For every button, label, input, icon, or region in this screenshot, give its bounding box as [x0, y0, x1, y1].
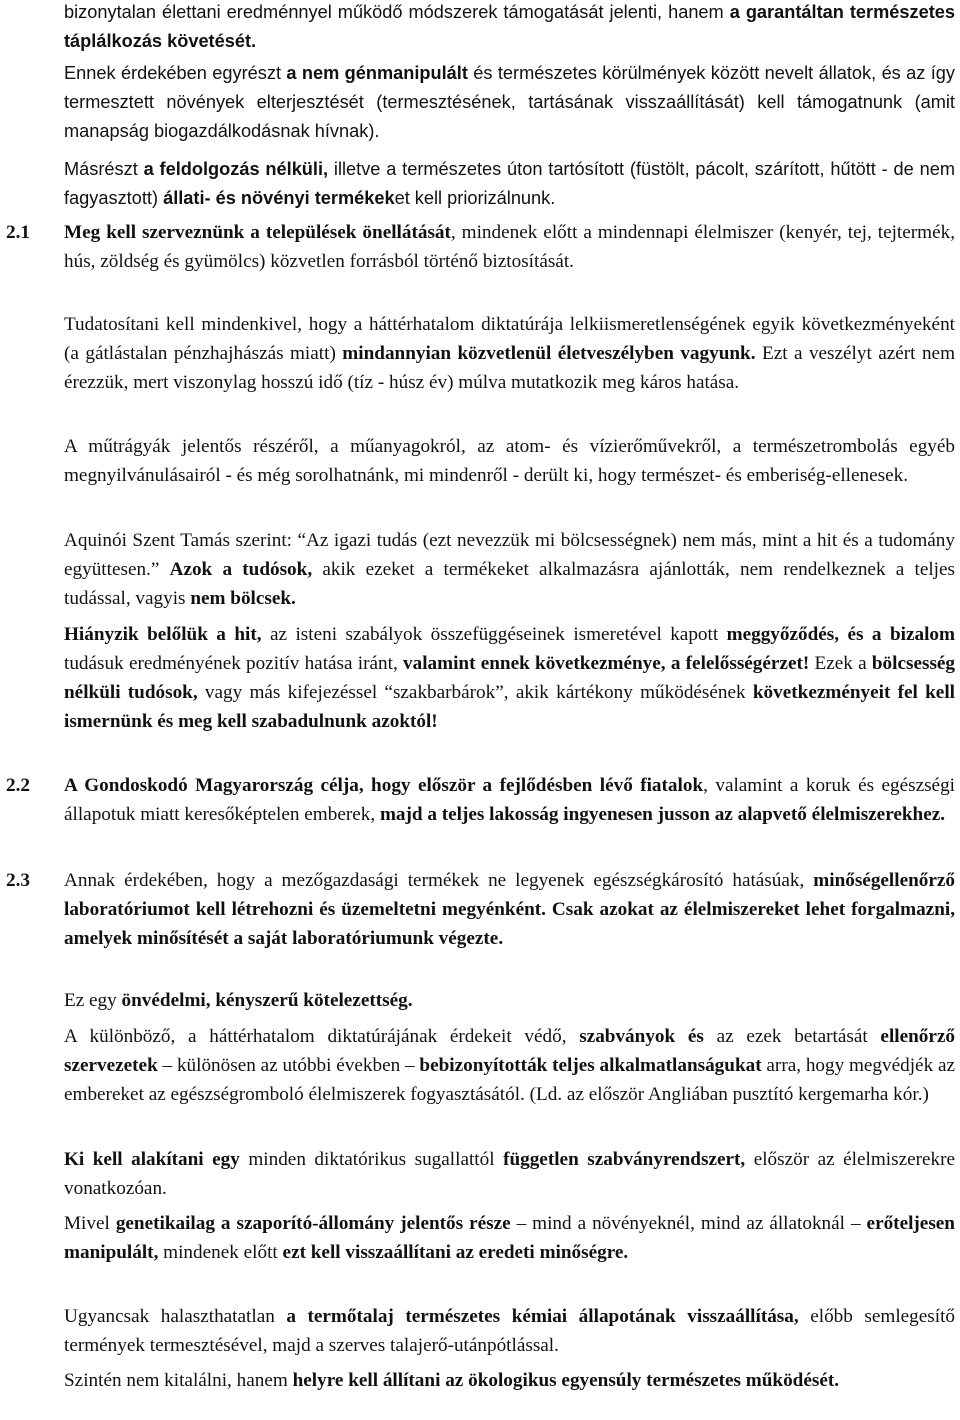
- paragraph: [64, 59, 955, 146]
- text-run: előbb semlegesítő termények termesztésével, majd a szerves talajerő-utánpótlással.: [64, 1306, 955, 1356]
- text-run: bizonytalan élettani eredménnyel működő módszerek támogatását jelenti, hanem: [64, 2, 730, 22]
- bold-text-run: a garantáltan természetes táplálkozás követését.: [64, 2, 955, 51]
- bold-text-run: független szabványrendszert,: [503, 1149, 746, 1170]
- bold-text-run: minőségellenőrző laboratóriumot kell létrehozni és üzemeltetni megyénként. Csak azokat az élelmiszereket lehet forgalmazni, amelyek minősítését a saját laboratóriumunk végezte.: [64, 870, 955, 949]
- text-run: Ez egy: [64, 990, 122, 1011]
- text-run: – mind a növényeknél, mind az állatoknál –: [510, 1213, 867, 1234]
- paragraph: [64, 310, 955, 397]
- paragraph: [64, 1209, 955, 1267]
- paragraph: [64, 1302, 955, 1360]
- paragraph: [64, 986, 955, 1015]
- text-run: Mivel: [64, 1213, 116, 1234]
- bold-text-run: következményeit fel kell ismernünk és meg kell szabadulnunk azoktól!: [64, 682, 955, 732]
- paragraph: [64, 218, 955, 276]
- paragraph: [64, 1145, 955, 1203]
- section-number: 2.2: [6, 775, 30, 796]
- text-run: Ennek érdekében egyrészt: [64, 63, 287, 83]
- bold-text-run: bebizonyították teljes alkalmatlanságukat: [419, 1055, 762, 1076]
- text-run: arra, hogy megvédjék az embereket az egészségromboló élelmiszerek fogyasztásától. (Ld. az először Angliában pusztító kergemarha kór.): [64, 1055, 955, 1105]
- text-run: akik ezeket a termékeket alkalmazásra ajánlották, nem rendelkeznek a teljes tudással, vagyis: [64, 559, 955, 609]
- bold-text-run: Hiányzik belőlük a hit,: [64, 624, 262, 645]
- text-run: A műtrágyák jelentős részéről, a műanyagokról, az atom- és vízierőművekről, a természetrombolás egyéb megnyilvánulásairól - és még sorolhatnánk, mi mindenről - derült ki, hogy természet- és emberiség-ellenesek.: [64, 436, 955, 486]
- section-number: 2.1: [6, 222, 30, 243]
- text-run: , valamint a koruk és egészségi állapotuk miatt keresőképtelen emberek,: [64, 775, 956, 825]
- bold-text-run: A Gondoskodó Magyarország célja, hogy először a fejlődésben lévő fiatalok: [64, 775, 704, 796]
- text-run: Ezek a: [809, 653, 872, 674]
- bold-text-run: ezt kell visszaállítani az eredeti minőségre.: [282, 1242, 629, 1263]
- bold-text-run: a nem génmanipulált: [286, 63, 468, 83]
- bold-text-run: genetikailag a szaporító-állomány jelentős része: [115, 1213, 511, 1234]
- text-run: illetve a természetes úton tartósított (füstölt, pácolt, szárított, hűtött - de nem fagyasztott): [64, 159, 955, 208]
- text-run: Szintén nem kitalálni, hanem: [64, 1370, 293, 1391]
- text-run: Ugyancsak halaszthatatlan: [64, 1306, 287, 1327]
- bold-text-run: Meg kell szerveznünk a települések önellátását: [64, 222, 451, 243]
- text-run: és természetes körülmények között nevelt állatok, és az így termesztett növények elterjesztését (termesztésének, tartásának visszaállítását) kell támogatnunk (amit manapság biogazdálkodásnak hívnak).: [64, 63, 955, 141]
- text-run: et kell priorizálnunk.: [394, 188, 556, 208]
- paragraph: [64, 526, 955, 613]
- text-run: – különösen az utóbbi években –: [157, 1055, 420, 1076]
- paragraph: [64, 771, 955, 829]
- bold-text-run: önvédelmi, kényszerű kötelezettség.: [121, 990, 413, 1011]
- paragraph: [64, 1022, 955, 1109]
- bold-text-run: ellenőrző szervezetek: [64, 1026, 956, 1076]
- text-run: , mindenek előtt a mindennapi élelmiszer (kenyér, tej, tejtermék, hús, zöldség és gyümölcs) közvetlen forrásból történő biztosítását.: [64, 222, 955, 272]
- section-number: 2.3: [6, 870, 30, 891]
- bold-text-run: nem bölcsek.: [190, 588, 296, 609]
- bold-text-run: szabványok és: [579, 1026, 704, 1047]
- text-run: A különböző, a háttérhatalom diktatúrájának érdekeit védő,: [64, 1026, 580, 1047]
- paragraph: [64, 1366, 955, 1395]
- bold-text-run: állati- és növényi termékek: [163, 188, 395, 208]
- text-run: vagy más kifejezéssel “szakbarbárok”, akik kártékony működésének: [197, 682, 753, 703]
- text-run: az isteni szabályok összefüggéseinek ismeretével kapott: [261, 624, 727, 645]
- text-run: tudásuk eredményének pozitív hatása iránt,: [64, 653, 403, 674]
- text-run: minden diktatórikus sugallattól: [239, 1149, 504, 1170]
- paragraph: [64, 155, 955, 213]
- text-run: először az élelmiszerekre vonatkozóan.: [64, 1149, 956, 1199]
- bold-text-run: Ki kell alakítani egy: [64, 1149, 240, 1170]
- text-run: Aquinói Szent Tamás szerint: “Az igazi tudás (ezt nevezzük mi bölcsességnek) nem más, mint a hit és a tudomány együttesen.”: [64, 530, 955, 580]
- bold-text-run: majd a teljes lakosság ingyenesen jusson az alapvető élelmiszerekhez.: [379, 804, 946, 825]
- text-run: az ezek betartását: [703, 1026, 881, 1047]
- paragraph: [64, 432, 955, 490]
- bold-text-run: erőteljesen manipulált,: [64, 1213, 955, 1263]
- bold-text-run: a termőtalaj természetes kémiai állapotának visszaállítása,: [286, 1306, 799, 1327]
- text-run: Ezt a veszélyt azért nem érezzük, mert viszonylag hosszú idő (tíz - húsz év) múlva mutatkozik meg káros hatása.: [64, 343, 955, 393]
- bold-text-run: valamint ennek következménye, a felelősségérzet!: [403, 653, 810, 674]
- text-run: Tudatosítani kell mindenkivel, hogy a háttérhatalom diktatúrája lelkiismeretlenségének egyik következményeként (a gátlástalan pénzhajhászás miatt): [64, 314, 955, 364]
- bold-text-run: a feldolgozás nélküli,: [143, 159, 329, 179]
- paragraph: [64, 620, 955, 736]
- text-run: Másrészt: [64, 159, 144, 179]
- bold-text-run: mindannyian közvetlenül életveszélyben vagyunk.: [342, 343, 756, 364]
- text-run: mindenek előtt: [158, 1242, 283, 1263]
- bold-text-run: meggyőződés, és a bizalom: [726, 624, 955, 645]
- paragraph: [64, 0, 955, 56]
- bold-text-run: Azok a tudósok,: [169, 559, 313, 580]
- paragraph: [64, 866, 955, 953]
- text-run: Annak érdekében, hogy a mezőgazdasági termékek ne legyenek egészségkárosító hatásúak,: [64, 870, 814, 891]
- bold-text-run: bölcsesség nélküli tudósok,: [64, 653, 956, 703]
- bold-text-run: helyre kell állítani az ökologikus egyensúly természetes működését.: [292, 1370, 840, 1391]
